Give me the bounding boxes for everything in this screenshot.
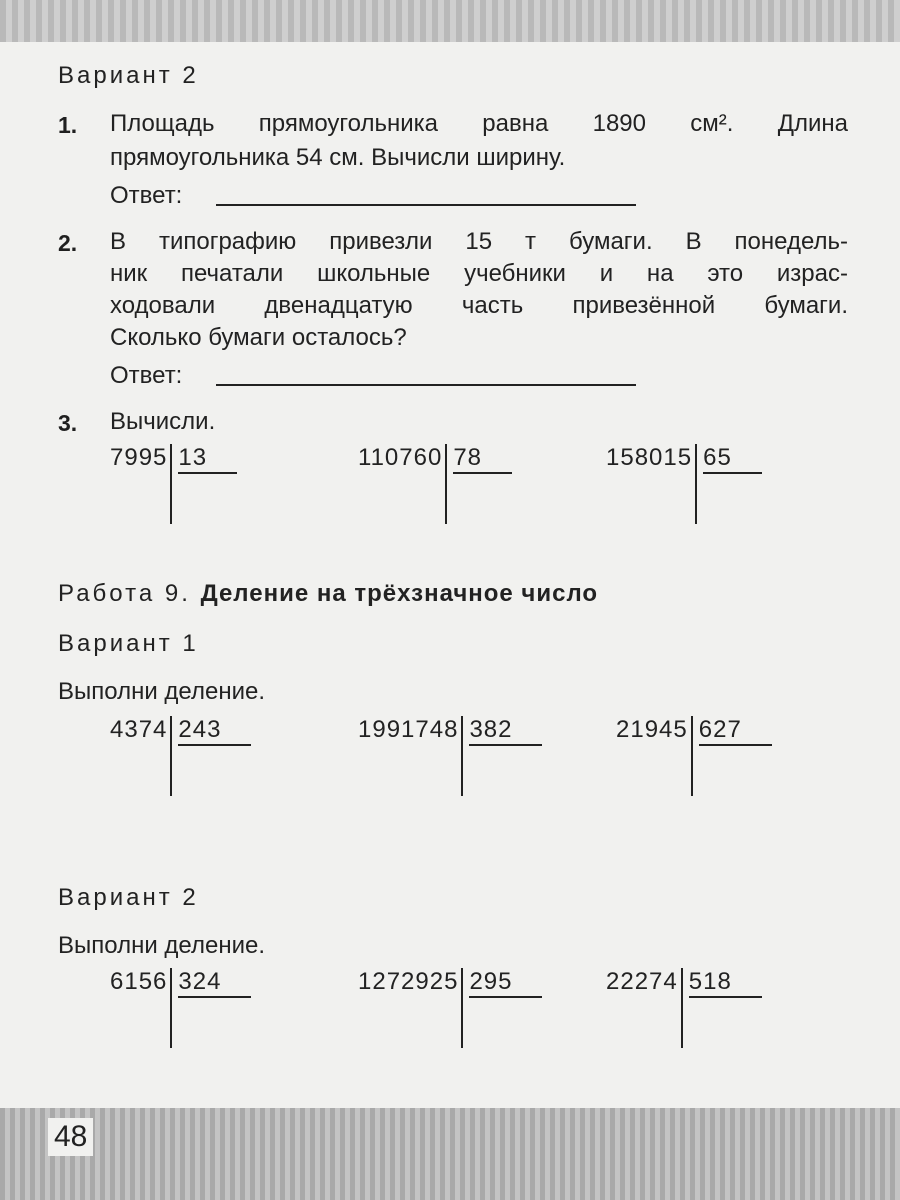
task-2-line-2: ник печатали школьные учебники и на это израс-	[110, 260, 848, 287]
divisor: 324	[178, 968, 251, 998]
dividend: 110760	[358, 444, 443, 471]
task-1-answer-label: Ответ:	[110, 182, 183, 209]
divisor: 627	[699, 716, 772, 746]
task-2-line-1: В типографию привезли 15 т бумаги. В понедель-	[110, 228, 848, 255]
dividend: 1272925	[358, 968, 459, 995]
long-division	[110, 444, 208, 524]
bottom-edge-band	[0, 1108, 900, 1200]
dividend: 6156	[110, 968, 168, 995]
divisor-box	[691, 716, 772, 796]
dividend: 22274	[606, 968, 678, 995]
dividend: 7995	[110, 444, 168, 471]
long-division	[110, 716, 222, 796]
divisor-box	[695, 444, 762, 524]
task-2-number: 2.	[58, 230, 78, 256]
task-1-line-2: прямоугольника 54 см. Вычисли ширину.	[110, 144, 566, 171]
divisor: 382	[469, 716, 542, 746]
divisor-box	[681, 968, 762, 1048]
page-number: 48	[48, 1118, 93, 1156]
task-1-number: 1.	[58, 112, 78, 138]
divisor: 13	[178, 444, 237, 474]
long-division	[606, 444, 732, 524]
work-9-prefix: Работа 9.	[58, 580, 191, 607]
task-1-answer-line	[216, 204, 636, 206]
variant-2-heading: Вариант 2	[58, 62, 199, 89]
work-9-title: Деление на трёхзначное число	[200, 580, 599, 607]
task-2-line-3: ходовали двенадцатую часть привезённой бумаги.	[110, 292, 848, 319]
divisor-box	[170, 968, 251, 1048]
divisor: 243	[178, 716, 251, 746]
divisor: 518	[689, 968, 762, 998]
divisor-box	[170, 444, 237, 524]
long-division	[358, 444, 483, 524]
top-edge-band	[0, 0, 900, 42]
task-2-answer-line	[216, 384, 636, 386]
divisor: 295	[469, 968, 542, 998]
long-division	[616, 716, 742, 796]
divisor: 78	[453, 444, 512, 474]
divisor-box	[461, 968, 542, 1048]
task-3-label: Вычисли.	[110, 408, 216, 435]
long-division	[606, 968, 732, 1048]
work-9-variant-1-instruction: Выполни деление.	[58, 678, 265, 705]
work-9-variant-2-heading: Вариант 2	[58, 884, 199, 911]
divisor-box	[445, 444, 512, 524]
long-division	[358, 716, 513, 796]
work-9-variant-1-heading: Вариант 1	[58, 630, 199, 657]
long-division	[358, 968, 513, 1048]
divisor-box	[461, 716, 542, 796]
dividend: 4374	[110, 716, 168, 743]
work-9-variant-2-instruction: Выполни деление.	[58, 932, 265, 959]
task-2-line-4: Сколько бумаги осталось?	[110, 324, 407, 351]
divisor: 65	[703, 444, 762, 474]
work-9-heading	[58, 580, 598, 608]
dividend: 1991748	[358, 716, 459, 743]
long-division	[110, 968, 222, 1048]
divisor-box	[170, 716, 251, 796]
dividend: 158015	[606, 444, 693, 471]
task-1-line-1: Площадь прямоугольника равна 1890 см². Длина	[110, 110, 848, 137]
dividend: 21945	[616, 716, 688, 743]
task-3-number: 3.	[58, 410, 78, 436]
task-2-answer-label: Ответ:	[110, 362, 183, 389]
